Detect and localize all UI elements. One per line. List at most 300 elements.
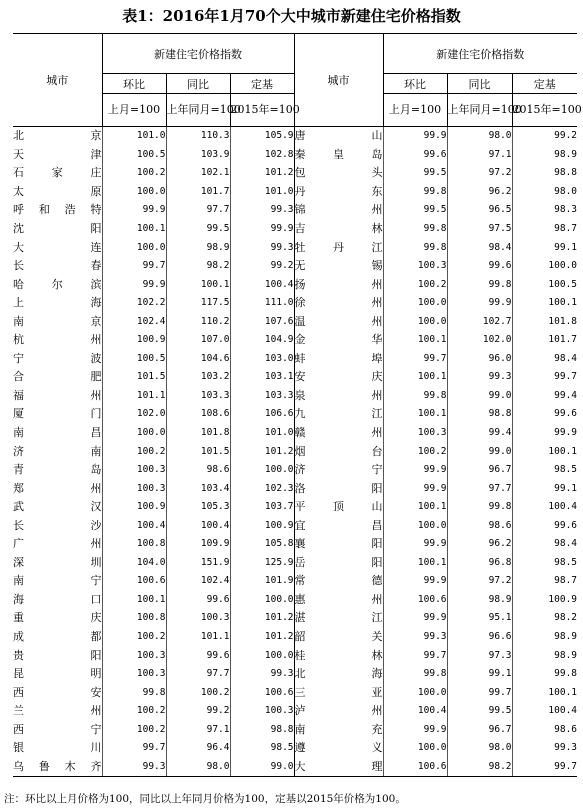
table-row	[13, 721, 577, 740]
cell-city-right: 温州	[294, 312, 383, 331]
table-row	[13, 646, 577, 665]
cell-city-left: 长春	[13, 259, 102, 273]
cell-city-left: 乌鲁木齐	[13, 758, 102, 777]
yoy-base-right: 上年同月=100	[447, 94, 512, 127]
cell-yoy-right: 97.3	[447, 646, 512, 665]
table-row	[13, 683, 577, 702]
cell-fixed-right: 99.7	[512, 368, 577, 387]
cell-fixed-right: 99.8	[512, 665, 577, 684]
cell-fixed-left: 101.2	[230, 609, 294, 628]
table-row	[13, 312, 577, 331]
mom-base-left: 上月=100	[102, 94, 166, 127]
cell-mom-right: 100.1	[383, 331, 447, 350]
cell-fixed-left: 101.9	[230, 572, 294, 591]
cell-city-left: 西宁	[13, 722, 102, 736]
cell-mom-right: 100.1	[383, 554, 447, 573]
cell-yoy-right: 97.2	[447, 572, 512, 591]
cell-city-left: 广州	[13, 537, 102, 551]
cell-mom-left: 100.2	[102, 442, 166, 461]
cell-yoy-left: 99.6	[166, 646, 230, 665]
cell-fixed-left: 103.3	[230, 387, 294, 406]
cell-yoy-left: 109.9	[166, 535, 230, 554]
cell-city-right: 韶关	[294, 628, 383, 647]
table-row	[13, 535, 577, 554]
table-row	[13, 461, 577, 480]
cell-mom-right: 100.3	[383, 424, 447, 443]
city-header-left: 城市	[13, 34, 102, 127]
table-row	[13, 702, 577, 721]
cell-city-right: 金华	[294, 331, 383, 350]
cell-yoy-left: 100.4	[166, 516, 230, 535]
cell-mom-right: 100.6	[383, 591, 447, 610]
cell-mom-left: 100.9	[102, 331, 166, 350]
cell-fixed-right: 99.3	[512, 739, 577, 758]
fixed-header-right: 定基	[512, 74, 577, 94]
cell-city-left: 西安	[13, 685, 102, 699]
cell-mom-left: 104.0	[102, 554, 166, 573]
cell-yoy-right: 99.1	[447, 665, 512, 684]
cell-city-left: 大连	[13, 240, 102, 254]
cell-yoy-left: 104.6	[166, 350, 230, 369]
cell-mom-right: 99.3	[383, 628, 447, 647]
cell-city-right: 北海	[294, 665, 383, 684]
table-row	[13, 591, 577, 610]
cell-fixed-left: 101.0	[230, 183, 294, 202]
cell-mom-right: 99.9	[383, 535, 447, 554]
cell-city-right: 洛阳	[294, 479, 383, 498]
cell-mom-right: 99.8	[383, 220, 447, 239]
cell-city-right: 平顶山	[294, 498, 383, 517]
cell-fixed-left: 100.9	[230, 516, 294, 535]
cell-yoy-right: 96.0	[447, 350, 512, 369]
cell-city-left: 贵阳	[13, 648, 102, 662]
cell-mom-right: 100.2	[383, 275, 447, 294]
cell-fixed-right: 99.1	[512, 238, 577, 257]
cell-city-left: 兰州	[13, 704, 102, 718]
cell-city-right: 泉州	[294, 387, 383, 406]
price-index-table	[13, 33, 582, 777]
cell-mom-right: 100.0	[383, 516, 447, 535]
cell-fixed-right: 101.7	[512, 331, 577, 350]
cell-city-right: 锦州	[294, 201, 383, 220]
cell-city-left: 武汉	[13, 500, 102, 514]
cell-city-right: 吉林	[294, 220, 383, 239]
table-row	[13, 572, 577, 591]
cell-yoy-left: 97.1	[166, 721, 230, 740]
cell-city-left: 哈尔滨	[13, 277, 102, 291]
table-row	[13, 257, 577, 276]
cell-yoy-left: 117.5	[166, 294, 230, 313]
cell-fixed-right: 98.3	[512, 201, 577, 220]
cell-city-right: 襄阳	[294, 535, 383, 554]
table-row	[13, 739, 577, 758]
cell-yoy-right: 96.2	[447, 183, 512, 202]
cell-mom-right: 99.5	[383, 164, 447, 183]
table-row	[13, 275, 577, 294]
cell-city-left: 沈阳	[13, 222, 102, 235]
table-row	[13, 479, 577, 498]
cell-mom-right: 100.4	[383, 702, 447, 721]
cell-city-left: 杭州	[13, 333, 102, 347]
cell-fixed-left: 100.0	[230, 591, 294, 610]
cell-yoy-right: 99.3	[447, 368, 512, 387]
cell-fixed-left: 100.0	[230, 646, 294, 665]
cell-yoy-left: 97.7	[166, 665, 230, 684]
cell-mom-right: 99.9	[383, 721, 447, 740]
cell-fixed-left: 104.9	[230, 331, 294, 350]
cell-city-right: 唐山	[294, 127, 383, 146]
cell-city-left: 上海	[13, 296, 102, 310]
cell-city-right: 秦皇岛	[294, 146, 383, 165]
cell-mom-left: 99.9	[102, 275, 166, 294]
cell-mom-right: 99.8	[383, 387, 447, 406]
table-row	[13, 201, 577, 220]
cell-city-right: 济宁	[294, 461, 383, 480]
cell-city-right: 遵义	[294, 739, 383, 758]
cell-fixed-right: 100.4	[512, 498, 577, 517]
yoy-header-left: 同比	[166, 74, 230, 94]
cell-fixed-left: 107.6	[230, 312, 294, 331]
cell-yoy-left: 101.5	[166, 442, 230, 461]
cell-fixed-right: 100.1	[512, 683, 577, 702]
cell-mom-left: 100.3	[102, 665, 166, 684]
cell-fixed-right: 98.5	[512, 554, 577, 573]
cell-yoy-left: 101.1	[166, 628, 230, 647]
group-header-left: 新建住宅价格指数	[102, 34, 294, 74]
cell-city-right: 蚌埠	[294, 350, 383, 369]
cell-city-left: 银川	[13, 741, 102, 755]
cell-yoy-right: 99.0	[447, 387, 512, 406]
cell-mom-left: 100.8	[102, 609, 166, 628]
cell-mom-left: 102.4	[102, 312, 166, 331]
cell-yoy-right: 99.4	[447, 424, 512, 443]
cell-mom-right: 99.9	[383, 461, 447, 480]
cell-yoy-left: 99.6	[166, 591, 230, 610]
cell-fixed-left: 99.3	[230, 665, 294, 684]
cell-fixed-left: 99.2	[230, 257, 294, 276]
cell-mom-left: 99.7	[102, 739, 166, 758]
cell-yoy-right: 96.7	[447, 721, 512, 740]
cell-city-left: 青岛	[13, 463, 102, 477]
cell-yoy-left: 102.4	[166, 572, 230, 591]
cell-fixed-left: 106.6	[230, 405, 294, 424]
cell-mom-left: 100.2	[102, 628, 166, 647]
fixed-header-left: 定基	[230, 74, 294, 94]
cell-city-right: 扬州	[294, 275, 383, 294]
cell-yoy-right: 99.7	[447, 683, 512, 702]
cell-yoy-left: 98.9	[166, 238, 230, 257]
cell-yoy-left: 97.7	[166, 201, 230, 220]
cell-mom-right: 100.2	[383, 442, 447, 461]
cell-mom-left: 99.9	[102, 201, 166, 220]
table-row	[13, 183, 577, 202]
cell-mom-right: 99.9	[383, 127, 447, 146]
cell-mom-right: 100.6	[383, 758, 447, 777]
cell-yoy-right: 99.0	[447, 442, 512, 461]
cell-mom-left: 100.2	[102, 721, 166, 740]
cell-fixed-left: 100.4	[230, 275, 294, 294]
cell-mom-left: 100.1	[102, 591, 166, 610]
cell-fixed-right: 98.6	[512, 721, 577, 740]
cell-mom-right: 99.7	[383, 646, 447, 665]
cell-yoy-right: 96.2	[447, 535, 512, 554]
cell-fixed-left: 125.9	[230, 554, 294, 573]
cell-yoy-right: 99.5	[447, 702, 512, 721]
cell-mom-left: 100.0	[102, 424, 166, 443]
cell-city-left: 福州	[13, 388, 102, 402]
cell-fixed-left: 98.8	[230, 721, 294, 740]
cell-yoy-right: 98.8	[447, 405, 512, 424]
cell-fixed-right: 101.8	[512, 312, 577, 331]
cell-mom-left: 100.6	[102, 572, 166, 591]
table-row	[13, 350, 577, 369]
cell-fixed-right: 100.9	[512, 591, 577, 610]
cell-fixed-left: 99.3	[230, 238, 294, 257]
table-row	[13, 609, 577, 628]
cell-yoy-left: 103.2	[166, 368, 230, 387]
cell-yoy-left: 101.7	[166, 183, 230, 202]
table-row	[13, 424, 577, 443]
cell-fixed-left: 103.7	[230, 498, 294, 517]
cell-city-right: 烟台	[294, 442, 383, 461]
cell-yoy-left: 96.4	[166, 739, 230, 758]
cell-mom-left: 99.8	[102, 683, 166, 702]
cell-yoy-right: 98.6	[447, 516, 512, 535]
cell-yoy-left: 100.1	[166, 275, 230, 294]
cell-yoy-right: 98.2	[447, 758, 512, 777]
cell-yoy-left: 99.5	[166, 220, 230, 239]
cell-mom-right: 99.5	[383, 201, 447, 220]
cell-city-right: 湛江	[294, 609, 383, 628]
cell-city-right: 包头	[294, 164, 383, 183]
table-row	[13, 164, 577, 183]
cell-fixed-right: 100.1	[512, 294, 577, 313]
cell-mom-left: 100.3	[102, 479, 166, 498]
cell-yoy-right: 99.8	[447, 498, 512, 517]
cell-mom-right: 100.3	[383, 257, 447, 276]
table-row	[13, 127, 577, 146]
cell-city-left: 长沙	[13, 518, 102, 532]
cell-mom-left: 101.5	[102, 368, 166, 387]
cell-mom-right: 100.0	[383, 294, 447, 313]
cell-mom-right: 100.0	[383, 739, 447, 758]
cell-mom-left: 99.3	[102, 758, 166, 777]
cell-fixed-right: 98.7	[512, 220, 577, 239]
cell-yoy-right: 95.1	[447, 609, 512, 628]
cell-city-right: 九江	[294, 405, 383, 424]
cell-mom-left: 99.7	[102, 257, 166, 276]
cell-mom-left: 100.2	[102, 702, 166, 721]
cell-mom-left: 100.5	[102, 350, 166, 369]
cell-fixed-right: 99.1	[512, 479, 577, 498]
cell-yoy-left: 108.6	[166, 405, 230, 424]
mom-base-right: 上月=100	[383, 94, 447, 127]
table-row	[13, 387, 577, 406]
cell-city-right: 无锡	[294, 257, 383, 276]
cell-city-left: 郑州	[13, 481, 102, 495]
cell-fixed-right: 98.9	[512, 628, 577, 647]
cell-mom-right: 100.1	[383, 405, 447, 424]
cell-yoy-left: 102.1	[166, 164, 230, 183]
cell-fixed-right: 99.6	[512, 405, 577, 424]
cell-mom-left: 100.8	[102, 535, 166, 554]
cell-fixed-left: 105.8	[230, 535, 294, 554]
cell-fixed-left: 103.0	[230, 350, 294, 369]
cell-fixed-left: 101.0	[230, 424, 294, 443]
cell-fixed-right: 98.4	[512, 535, 577, 554]
cell-city-left: 北京	[13, 129, 102, 143]
cell-mom-left: 101.0	[102, 127, 166, 146]
cell-yoy-right: 96.8	[447, 554, 512, 573]
cell-city-right: 南充	[294, 721, 383, 740]
cell-yoy-left: 103.9	[166, 146, 230, 165]
cell-fixed-right: 98.5	[512, 461, 577, 480]
cell-yoy-left: 98.2	[166, 257, 230, 276]
cell-mom-left: 100.3	[102, 461, 166, 480]
cell-yoy-right: 96.7	[447, 461, 512, 480]
cell-city-left: 南昌	[13, 426, 102, 440]
cell-fixed-right: 98.9	[512, 646, 577, 665]
cell-yoy-right: 99.9	[447, 294, 512, 313]
cell-mom-right: 99.9	[383, 479, 447, 498]
cell-fixed-right: 98.9	[512, 146, 577, 165]
cell-yoy-right: 97.1	[447, 146, 512, 165]
cell-city-right: 宜昌	[294, 516, 383, 535]
cell-yoy-left: 151.9	[166, 554, 230, 573]
cell-city-right: 泸州	[294, 702, 383, 721]
footnote: 注：环比以上月价格为100，同比以上年同月价格为100，定基以2015年价格为100。	[4, 793, 406, 805]
cell-yoy-right: 96.6	[447, 628, 512, 647]
table-row	[13, 238, 577, 257]
mom-header-left: 环比	[102, 74, 166, 94]
cell-mom-right: 99.8	[383, 238, 447, 257]
cell-yoy-left: 110.3	[166, 127, 230, 146]
cell-fixed-left: 101.2	[230, 628, 294, 647]
cell-city-left: 呼和浩特	[13, 203, 102, 217]
cell-fixed-left: 99.0	[230, 758, 294, 777]
cell-fixed-right: 100.5	[512, 275, 577, 294]
cell-city-left: 南宁	[13, 574, 102, 588]
cell-fixed-right: 99.4	[512, 387, 577, 406]
cell-yoy-left: 100.2	[166, 683, 230, 702]
cell-fixed-right: 98.7	[512, 572, 577, 591]
cell-mom-right: 99.6	[383, 146, 447, 165]
cell-mom-left: 100.3	[102, 646, 166, 665]
cell-city-right: 岳阳	[294, 554, 383, 573]
cell-city-right: 桂林	[294, 646, 383, 665]
cell-city-left: 深圳	[13, 555, 102, 569]
cell-city-left: 石家庄	[13, 166, 102, 180]
group-header-right: 新建住宅价格指数	[383, 34, 577, 74]
cell-city-left: 成都	[13, 630, 102, 644]
city-header-right: 城市	[294, 34, 383, 127]
cell-fixed-right: 100.4	[512, 702, 577, 721]
cell-mom-left: 100.9	[102, 498, 166, 517]
cell-fixed-right: 98.0	[512, 183, 577, 202]
cell-yoy-right: 98.0	[447, 127, 512, 146]
table-row	[13, 554, 577, 573]
cell-mom-right: 100.1	[383, 368, 447, 387]
cell-city-left: 济南	[13, 444, 102, 458]
yoy-header-right: 同比	[447, 74, 512, 94]
cell-mom-left: 100.4	[102, 516, 166, 535]
table-row	[13, 220, 577, 239]
cell-city-right: 三亚	[294, 683, 383, 702]
cell-city-right: 安庆	[294, 368, 383, 387]
cell-mom-right: 99.7	[383, 350, 447, 369]
cell-fixed-left: 102.8	[230, 146, 294, 165]
cell-city-right: 大理	[294, 758, 383, 777]
cell-yoy-right: 98.9	[447, 591, 512, 610]
cell-city-right: 惠州	[294, 591, 383, 610]
cell-city-left: 天津	[13, 147, 102, 161]
yoy-base-left: 上年同月=100	[166, 94, 230, 127]
table-row	[13, 405, 577, 424]
table-row	[13, 758, 577, 777]
cell-fixed-left: 99.3	[230, 201, 294, 220]
fixed-base-right: 2015年=100	[512, 94, 577, 127]
cell-yoy-right: 96.5	[447, 201, 512, 220]
cell-mom-right: 99.9	[383, 572, 447, 591]
cell-fixed-left: 111.0	[230, 294, 294, 313]
cell-mom-left: 100.0	[102, 183, 166, 202]
cell-city-left: 海口	[13, 592, 102, 606]
cell-mom-right: 99.9	[383, 609, 447, 628]
cell-mom-left: 100.0	[102, 238, 166, 257]
table-row	[13, 294, 577, 313]
cell-yoy-right: 98.4	[447, 238, 512, 257]
cell-fixed-right: 98.2	[512, 609, 577, 628]
table-row	[13, 442, 577, 461]
cell-yoy-right: 97.5	[447, 220, 512, 239]
cell-yoy-right: 99.6	[447, 257, 512, 276]
cell-mom-left: 100.2	[102, 164, 166, 183]
cell-city-right: 常德	[294, 572, 383, 591]
cell-fixed-left: 98.5	[230, 739, 294, 758]
cell-yoy-left: 100.3	[166, 609, 230, 628]
cell-fixed-left: 103.1	[230, 368, 294, 387]
cell-yoy-left: 103.4	[166, 479, 230, 498]
cell-city-left: 昆明	[13, 667, 102, 681]
cell-yoy-left: 103.3	[166, 387, 230, 406]
table-row	[13, 665, 577, 684]
fixed-base-left: 2015年=100	[230, 94, 294, 127]
cell-fixed-left: 105.9	[230, 127, 294, 146]
cell-city-left: 厦门	[13, 407, 102, 421]
mom-header-right: 环比	[383, 74, 447, 94]
cell-yoy-right: 97.7	[447, 479, 512, 498]
cell-fixed-left: 102.3	[230, 479, 294, 498]
cell-yoy-right: 102.0	[447, 331, 512, 350]
cell-mom-left: 100.5	[102, 146, 166, 165]
cell-yoy-left: 101.8	[166, 424, 230, 443]
cell-fixed-left: 101.2	[230, 442, 294, 461]
cell-mom-right: 99.8	[383, 183, 447, 202]
table-body	[13, 127, 577, 777]
cell-fixed-left: 100.6	[230, 683, 294, 702]
cell-fixed-left: 100.3	[230, 702, 294, 721]
cell-fixed-right: 100.1	[512, 442, 577, 461]
cell-city-left: 太原	[13, 184, 102, 198]
cell-yoy-left: 98.0	[166, 758, 230, 777]
cell-mom-right: 100.1	[383, 498, 447, 517]
cell-yoy-right: 102.7	[447, 312, 512, 331]
cell-yoy-left: 107.0	[166, 331, 230, 350]
cell-city-right: 牡丹江	[294, 238, 383, 257]
cell-mom-right: 100.0	[383, 683, 447, 702]
cell-yoy-right: 97.2	[447, 164, 512, 183]
cell-fixed-right: 99.2	[512, 127, 577, 146]
